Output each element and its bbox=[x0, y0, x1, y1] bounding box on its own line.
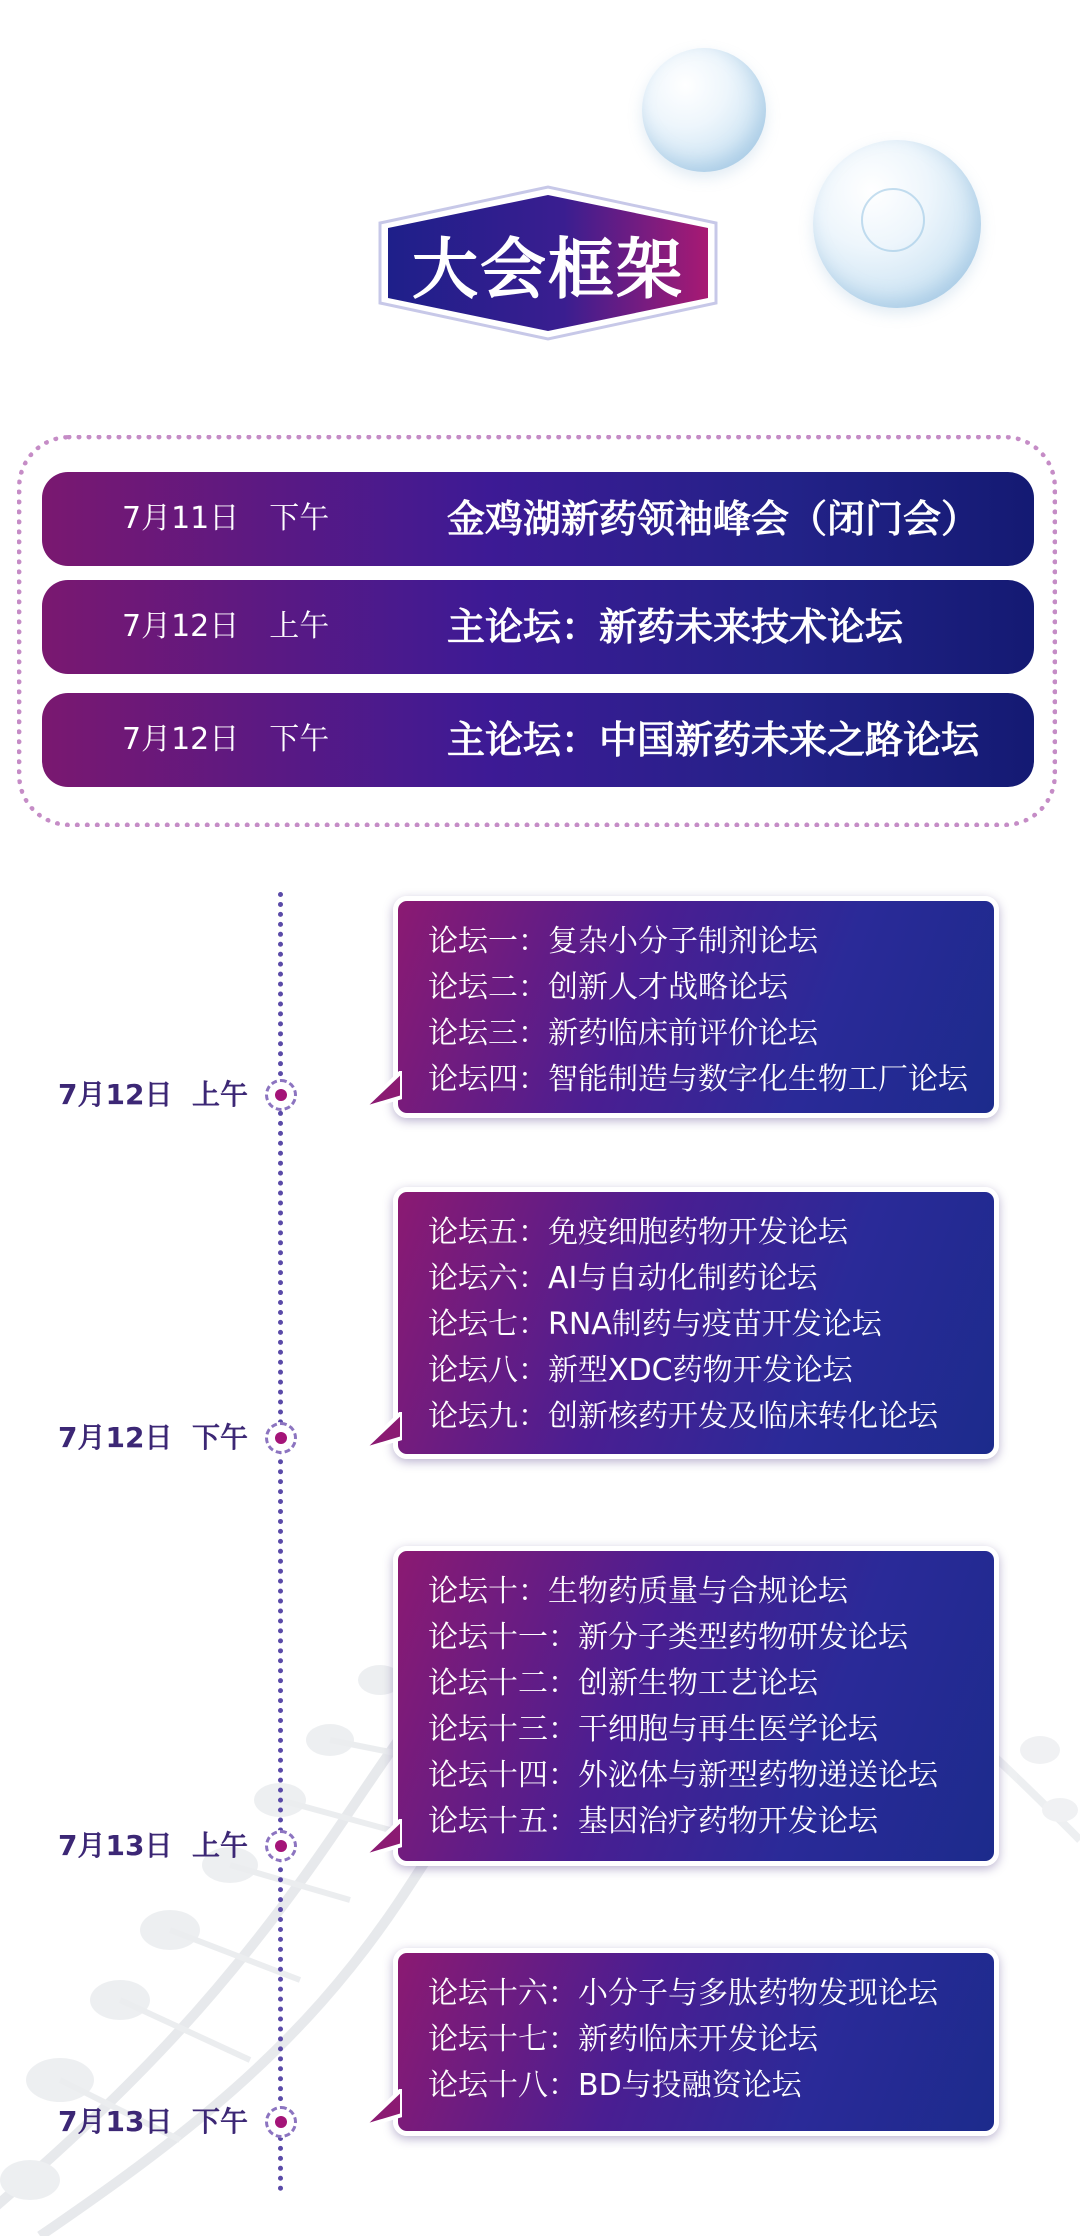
timeline-node bbox=[265, 1830, 297, 1862]
timeline-time-label: 7月12日 上午 bbox=[58, 1078, 248, 1111]
forum-item: 论坛十四：外泌体与新型药物递送论坛 bbox=[428, 1758, 938, 1793]
forum-item: 论坛二：创新人才战略论坛 bbox=[428, 970, 788, 1005]
bubble-decoration-small bbox=[642, 48, 766, 172]
forum-card bbox=[393, 896, 999, 1118]
timeline-time-label: 7月13日 上午 bbox=[58, 1829, 248, 1862]
main-session-row bbox=[42, 580, 1034, 674]
forum-item: 论坛十七：新药临床开发论坛 bbox=[428, 2022, 818, 2057]
card-pointer bbox=[362, 1412, 402, 1452]
main-session-row bbox=[42, 472, 1034, 566]
title-badge bbox=[370, 183, 726, 343]
forum-card bbox=[393, 1187, 999, 1459]
forum-item: 论坛七：RNA制药与疫苗开发论坛 bbox=[428, 1307, 882, 1342]
forum-item: 论坛十二：创新生物工艺论坛 bbox=[428, 1666, 818, 1701]
timeline-node bbox=[265, 1422, 297, 1454]
session-topic: 主论坛：新药未来技术论坛 bbox=[447, 605, 904, 649]
session-date: 7月12日 下午 bbox=[122, 722, 330, 757]
session-date: 7月12日 上午 bbox=[122, 609, 330, 644]
forum-item: 论坛五：免疫细胞药物开发论坛 bbox=[428, 1215, 848, 1250]
card-pointer bbox=[362, 2089, 402, 2129]
forum-item: 论坛一：复杂小分子制剂论坛 bbox=[428, 924, 818, 959]
forum-item: 论坛十一：新分子类型药物研发论坛 bbox=[428, 1620, 908, 1655]
forum-item: 论坛三：新药临床前评价论坛 bbox=[428, 1016, 818, 1051]
forum-item: 论坛九：创新核药开发及临床转化论坛 bbox=[428, 1399, 938, 1434]
session-date: 7月11日 下午 bbox=[122, 501, 330, 536]
session-topic: 金鸡湖新药领袖峰会（闭门会） bbox=[447, 497, 980, 541]
card-pointer bbox=[362, 1819, 402, 1859]
session-topic: 主论坛：中国新药未来之路论坛 bbox=[447, 718, 980, 762]
forum-item: 论坛十：生物药质量与合规论坛 bbox=[428, 1574, 848, 1609]
forum-item: 论坛十六：小分子与多肽药物发现论坛 bbox=[428, 1976, 938, 2011]
forum-item: 论坛四：智能制造与数字化生物工厂论坛 bbox=[428, 1062, 968, 1097]
bubble-decoration-large bbox=[813, 140, 981, 308]
timeline-time-label: 7月13日 下午 bbox=[58, 2105, 248, 2138]
card-pointer bbox=[362, 1071, 402, 1111]
timeline-node bbox=[265, 1079, 297, 1111]
forum-item: 论坛十三：干细胞与再生医学论坛 bbox=[428, 1712, 878, 1747]
forum-item: 论坛六：AI与自动化制药论坛 bbox=[428, 1261, 818, 1296]
forum-item: 论坛十五：基因治疗药物开发论坛 bbox=[428, 1804, 878, 1839]
forum-item: 论坛十八：BD与投融资论坛 bbox=[428, 2068, 802, 2103]
forum-card bbox=[393, 1546, 999, 1866]
main-session-row bbox=[42, 693, 1034, 787]
forum-item: 论坛八：新型XDC药物开发论坛 bbox=[428, 1353, 853, 1388]
forum-card bbox=[393, 1948, 999, 2136]
timeline-time-label: 7月12日 下午 bbox=[58, 1421, 248, 1454]
page-title: 大会框架 bbox=[412, 230, 684, 308]
timeline-node bbox=[265, 2106, 297, 2138]
